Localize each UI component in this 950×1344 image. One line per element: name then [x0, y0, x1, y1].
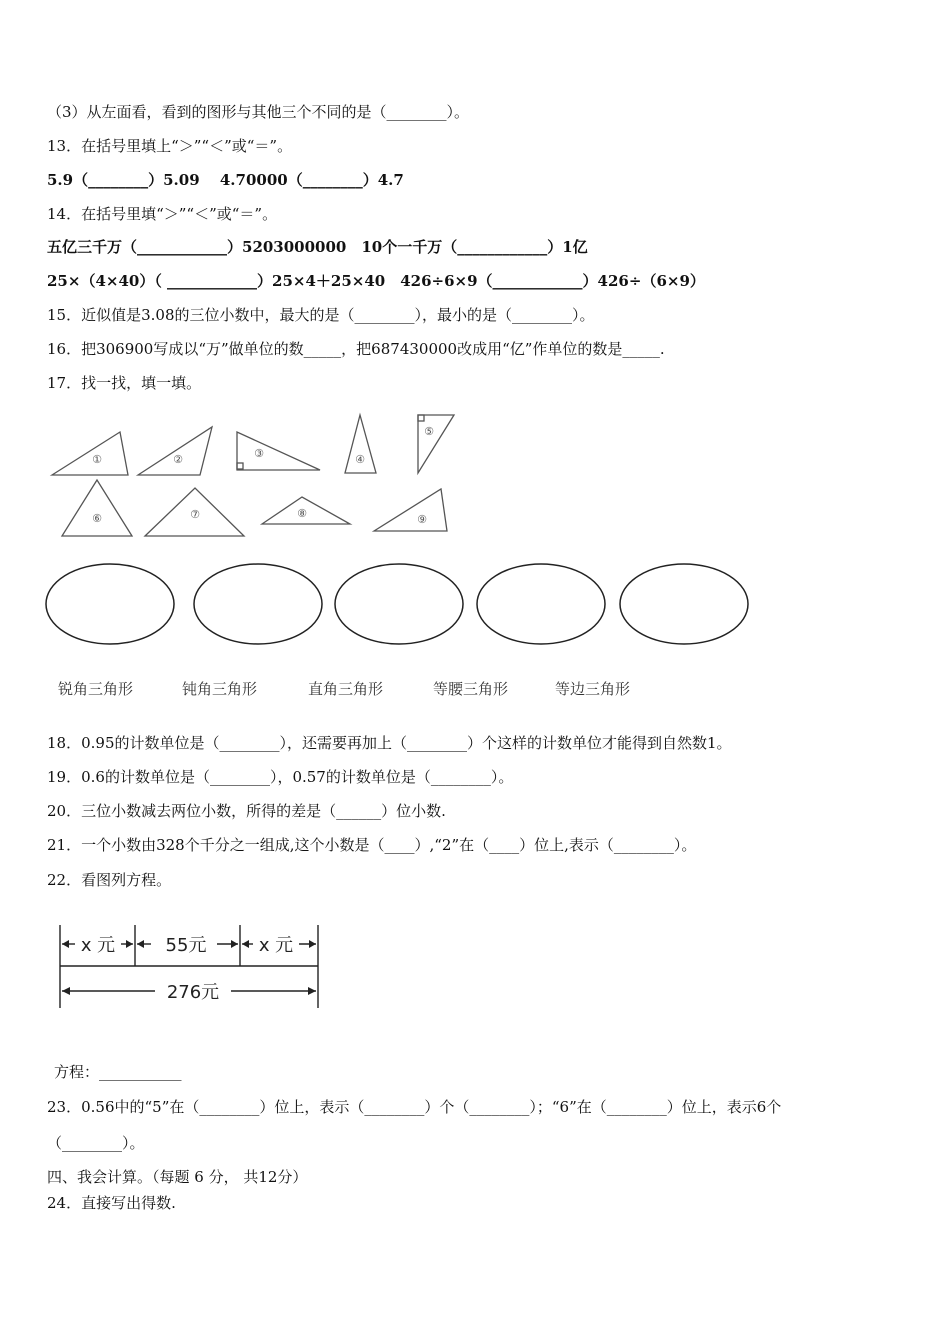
oval-acute [46, 564, 174, 644]
triangle-1 [52, 432, 128, 475]
category-right: 直角三角形 [308, 680, 384, 698]
segment-diagram [55, 920, 330, 1010]
question-12-3: （3）从左面看，看到的图形与其他三个不同的是（________）。 [47, 103, 470, 121]
right-angle-mark-5 [418, 415, 424, 421]
question-16: 16．把306900写成以“万”做单位的数_____，把687430000改成用“亿”作单位的数是_____. [47, 340, 665, 358]
triangle-2 [138, 427, 212, 475]
right-angle-mark-3 [237, 463, 243, 469]
seg2-label: 55元 [165, 935, 207, 956]
question-20: 20．三位小数减去两位小数，所得的差是（______）位小数. [47, 802, 446, 820]
classification-ovals [40, 558, 760, 653]
question-13-items: 5.9（________）5.09 4.70000（________）4.7 [47, 171, 404, 189]
question-14: 14．在括号里填“＞”“＜”或“＝”。 [47, 205, 278, 223]
question-18: 18．0.95的计数单位是（________），还需要再加上（________）个这样的计数单位才能得到自然数1。 [47, 734, 732, 752]
total-label: 276元 [166, 982, 220, 1003]
question-23-cont: （________）。 [47, 1134, 145, 1152]
seg1-label: x 元 [80, 935, 116, 956]
triangle-9 [374, 489, 447, 531]
oval-equilateral [620, 564, 748, 644]
question-23: 23．0.56中的“5”在（________）位上，表示（________）个（________）；“6”在（________）位上，表示6个 [47, 1098, 782, 1116]
triangle-label-8: ⑧ [297, 507, 307, 520]
triangle-5 [418, 415, 454, 473]
triangle-label-2: ② [173, 453, 183, 466]
triangle-label-9: ⑨ [417, 513, 427, 526]
triangle-label-1: ① [92, 453, 102, 466]
question-19: 19．0.6的计数单位是（________），0.57的计数单位是（________）。 [47, 768, 514, 786]
oval-isosceles [477, 564, 605, 644]
question-14-row2: 25×（4×40）（ ____________）25×4＋25×40 426÷6×9（____________）426÷（6×9） [47, 272, 705, 290]
section-4-heading: 四、我会计算。（每题 6 分， 共12分） [47, 1168, 308, 1186]
triangles-figure [40, 405, 470, 545]
seg3-label: x 元 [258, 935, 294, 956]
category-isosceles: 等腰三角形 [433, 680, 509, 698]
triangle-label-7: ⑦ [190, 508, 200, 521]
question-24: 24．直接写出得数. [47, 1194, 176, 1212]
oval-obtuse [194, 564, 322, 644]
equation-line: 方程：___________ [54, 1063, 182, 1081]
category-acute: 锐角三角形 [58, 680, 134, 698]
question-15: 15．近似值是3.08的三位小数中，最大的是（________），最小的是（________）。 [47, 306, 595, 324]
triangle-6 [62, 480, 132, 536]
question-22: 22．看图列方程。 [47, 871, 172, 889]
question-21: 21．一个小数由328个千分之一组成,这个小数是（____）,“2”在（____）位上,表示（________）。 [47, 836, 697, 854]
category-obtuse: 钝角三角形 [182, 680, 258, 698]
triangle-label-5: ⑤ [424, 425, 434, 438]
triangle-label-4: ④ [355, 453, 365, 466]
question-17: 17．找一找，填一填。 [47, 374, 202, 392]
triangle-label-3: ③ [254, 447, 264, 460]
question-14-row1: 五亿三千万（____________）5203000000 10个一千万（____________）1亿 [47, 238, 588, 256]
question-13: 13．在括号里填上“＞”“＜”或“＝”。 [47, 137, 293, 155]
triangle-3 [237, 432, 320, 470]
triangle-label-6: ⑥ [92, 512, 102, 525]
category-equilateral: 等边三角形 [555, 680, 631, 698]
oval-right [335, 564, 463, 644]
